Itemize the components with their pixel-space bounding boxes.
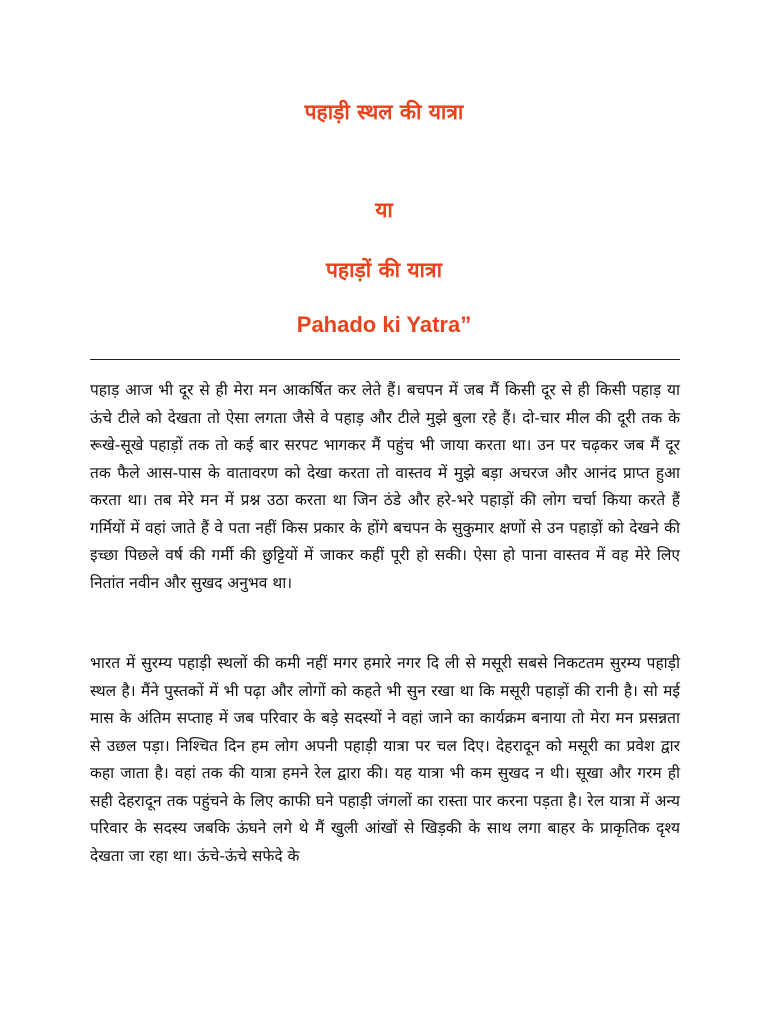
title-hindi-2: पहाड़ों की यात्रा [325, 258, 443, 282]
body-paragraph-2: भारत में सुरम्य पहाड़ी स्थलों की कमी नहीं मगर हमारे नगर दि ली से मसूरी सबसे निकटतम सुरम्य पहाड़ी स्थल है। मैंने पुस्तकों में भी पढ़ा और लोगों को कहते भी सुन रखा था कि मसूरी पहाड़ों की रानी है। सो मई मास के अंतिम सप्ताह में जब परिवार के बड़े सदस्यों ने वहां जाने का कार्यक्रम बनाया तो मेरा मन प्रसन्नता से उछल पड़ा। निश्चित दिन हम लोग अपनी पहाड़ी यात्रा पर चल दिए। देहरादून को मसूरी का प्रवेश द्वार कहा जाता है। वहां तक की यात्रा हमने रेल द्वारा की। यह यात्रा भी कम सुखद न थी। सूखा और गरम ही सही देहरादून तक पहुंचने के लिए काफी घने पहाड़ी जंगलों का रास्ता पार करना पड़ता है। रेल यात्रा में अन्य परिवार के सदस्य जबकि ऊंघने लगे थे मैं खुली आंखों से खिड़की के साथ लगा बाहर के प्राकृतिक दृश्य देखता जा रहा था। ऊंचे-ऊंचे सफेदे के [90, 654, 680, 865]
title-or: या [375, 198, 393, 222]
title-english: Pahado ki Yatra” [296, 312, 472, 337]
horizontal-rule [90, 359, 680, 360]
title-hindi-1: पहाड़ी स्थल की यात्रा [304, 100, 464, 124]
body-paragraph-1: पहाड़ आज भी दूर से ही मेरा मन आकर्षित कर लेते हैं। बचपन में जब मैं किसी दूर से ही किसी पहाड़ या ऊंचे टीले को देखता तो ऐसा लगता जैसे वे पहाड़ और टीले मुझे बुला रहे हैं। दो-चार मील की दूरी तक के रूखे-सूखे पहाड़ों तक तो कई बार सरपट भागकर मैं पहुंच भी जाया करता था। उन पर चढ़कर जब मैं दूर तक फैले आस-पास के वातावरण को देखा करता तो वास्तव में मुझे बड़ा अचरज और आनंद प्राप्त हुआ करता था। तब मेरे मन में प्रश्न उठा करता था जिन ठंडे और हरे-भरे पहाड़ों की लोग चर्चा किया करते हैं गर्मियों में वहां जाते हैं वे पता नहीं किस प्रकार के होंगे बचपन के सुकुमार क्षणों से उन पहाड़ों को देखने की इच्छा पिछले वर्ष की गर्मी की छुट्टियों में जाकर कहीं पूरी हो सकी। ऐसा हो पाना वास्तव में वह मेरे लिए नितांत नवीन और सुखद अनुभव था। [90, 381, 680, 592]
